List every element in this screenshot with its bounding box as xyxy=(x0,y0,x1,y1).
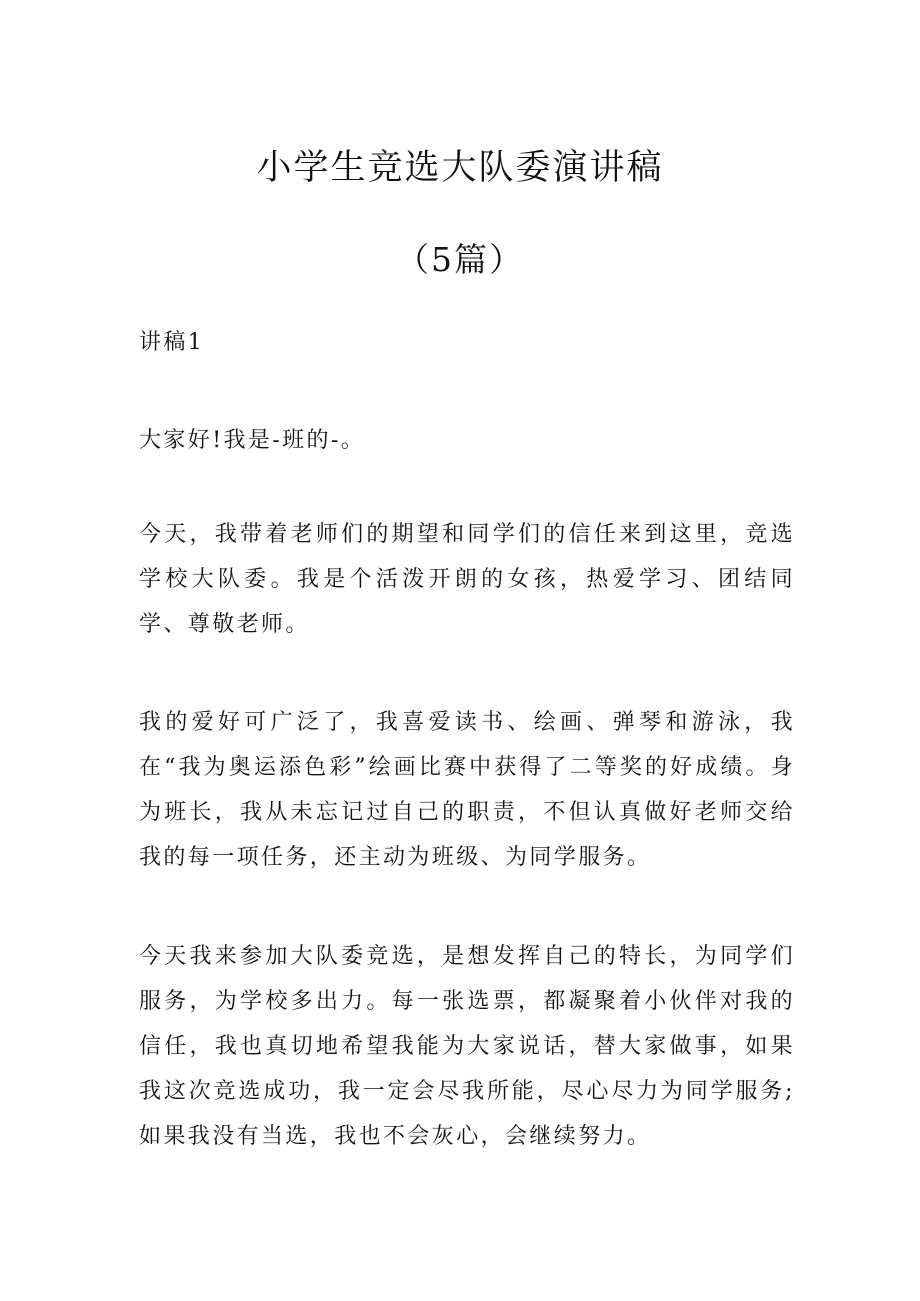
document-title: 小学生竞选大队委演讲稿 xyxy=(256,148,664,188)
paragraph-hobbies: 我的爱好可广泛了，我喜爱读书、绘画、弹琴和游泳，我在“我为奥运添色彩”绘画比赛中获得了二等奖的好成绩。身为班长，我从未忘记过自己的职责，不但认真做好老师交给我的每一项任务，还主动为班级、为同学服务。 xyxy=(139,710,795,870)
paragraph-purpose: 今天我来参加大队委竞选，是想发挥自己的特长，为同学们服务，为学校多出力。每一张选票，都凝聚着小伙伴对我的信任，我也真切地希望我能为大家说话，替大家做事，如果我这次竞选成功，我一定会尽我所能，尽心尽力为同学服务;如果我没有当选，我也不会灰心，会继续努力。 xyxy=(139,944,795,1149)
paragraph-greeting: 大家好!我是-班的-。 xyxy=(139,428,366,453)
document-subtitle: （5篇） xyxy=(396,240,524,279)
paragraph-introduction: 今天，我带着老师们的期望和同学们的信任来到这里，竞选学校大队委。我是个活泼开朗的女孩，热爱学习、团结同学、尊敬老师。 xyxy=(139,522,795,637)
section-label: 讲稿1 xyxy=(139,330,205,355)
